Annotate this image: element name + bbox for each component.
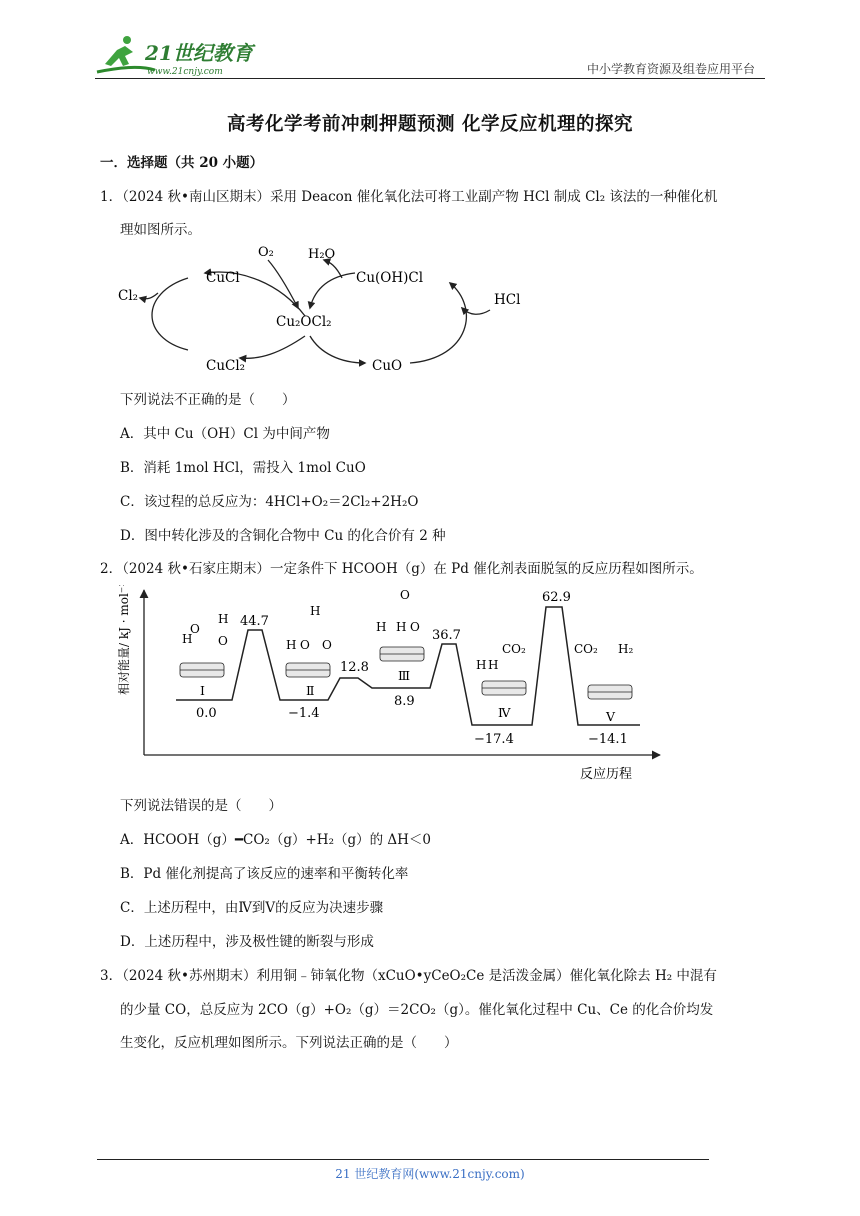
state-label-2: Ⅱ [306, 683, 315, 698]
species-co2-1: CO₂ [502, 642, 526, 656]
q1-option-b: B．消耗 1mol HCl，需投入 1mol CuO [120, 460, 366, 476]
species-h-5: H [376, 620, 387, 634]
species-h-8: H [488, 658, 499, 672]
species-h-3: H [310, 604, 321, 618]
q2-option-b: B．Pd 催化剂提高了该反应的速率和平衡转化率 [120, 866, 409, 882]
energy-value-ts-2: 12.8 [340, 660, 369, 675]
site-logo [95, 34, 265, 78]
energy-value-ts-1: 44.7 [240, 614, 269, 629]
species-o-5: O [400, 588, 410, 602]
q3-text-line1: 3．（2024 秋•苏州期末）利用铜﹣铈氧化物（xCuO•yCeO₂Ce 是活泼金属）催化氧化除去 H₂ 中混有 [100, 968, 717, 984]
energy-value-state-1: 0.0 [196, 706, 217, 721]
species-o-4: O [322, 638, 332, 652]
species-h2: H₂ [618, 642, 634, 656]
species-o-3: O [300, 638, 310, 652]
footer-divider [97, 1159, 709, 1160]
h2o-label: H₂O [308, 247, 336, 262]
cuohcl-label: Cu(OH)Cl [356, 270, 424, 286]
q1-mechanism-diagram [110, 238, 530, 387]
state-label-5: Ⅴ [606, 709, 616, 724]
species-h-4: H [286, 638, 297, 652]
species-o-1: O [190, 622, 200, 636]
header-divider [95, 78, 765, 79]
q2-option-c: C．上述历程中，由Ⅳ到Ⅴ的反应为决速步骤 [120, 900, 384, 916]
logo-url: www.21cnjy.com [147, 67, 223, 77]
q1-text-line1: 1．（2024 秋•南山区期末）采用 Deacon 催化氧化法可将工业副产物 HCl 制成 Cl₂ 该法的一种催化机 [100, 189, 718, 205]
q2-option-a: A．HCOOH（g）━CO₂（g）+H₂（g）的 ΔH＜0 [120, 832, 432, 848]
energy-value-ts-3: 36.7 [432, 628, 461, 643]
footer-link[interactable]: 21 世纪教育网(www.21cnjy.com) [335, 1167, 525, 1181]
cl2-label: Cl₂ [118, 288, 139, 304]
cuo-label: CuO [372, 358, 403, 374]
q2-stem: 下列说法错误的是（ ） [120, 798, 282, 814]
catalyst-surface-2 [286, 663, 330, 677]
catalyst-surface-1 [180, 663, 224, 677]
q1-text-line2: 理如图所示。 [120, 222, 201, 238]
hcl-label: HCl [494, 292, 521, 308]
energy-value-state-5: −14.1 [588, 732, 628, 747]
catalyst-surface-5 [588, 685, 632, 699]
cu2ocl2-label: Cu₂OCl₂ [276, 314, 332, 330]
q1-option-a: A．其中 Cu（OH）Cl 为中间产物 [120, 426, 330, 442]
page-title: 高考化学考前冲刺押题预测 化学反应机理的探究 [227, 114, 633, 135]
platform-label: 中小学教育资源及组卷应用平台 [586, 62, 755, 76]
section-heading: 一．选择题（共 20 小题） [100, 155, 264, 171]
energy-value-state-3: 8.9 [394, 694, 415, 709]
o2-label: O₂ [258, 245, 274, 260]
q1-stem: 下列说法不正确的是（ ） [120, 392, 296, 408]
state-label-3: Ⅲ [398, 668, 411, 683]
catalyst-surface-4 [482, 681, 526, 695]
species-h-1: H [182, 632, 193, 646]
q2-energy-profile-chart [110, 585, 670, 789]
state-label-1: Ⅰ [200, 683, 205, 698]
state-label-4: Ⅳ [498, 705, 511, 720]
energy-value-state-4: −17.4 [474, 732, 514, 747]
q1-option-c: C．该过程的总反应为：4HCl+O₂＝2Cl₂+2H₂O [120, 494, 419, 510]
species-o-2: O [218, 634, 228, 648]
logo-text: 21世纪教育 [145, 41, 253, 65]
q2-option-d: D．上述历程中，涉及极性键的断裂与形成 [120, 934, 374, 950]
energy-value-ts-4: 62.9 [542, 590, 571, 605]
species-co2-2: CO₂ [574, 642, 598, 656]
x-axis-label: 反应历程 [580, 767, 633, 782]
species-h-6: H [396, 620, 407, 634]
catalyst-surface-3 [380, 647, 424, 661]
y-axis-label: 相对能量/ kJ · mol⁻¹ [117, 585, 131, 695]
species-h-7: H [476, 658, 487, 672]
cucl-label: CuCl [206, 270, 240, 286]
energy-value-state-2: −1.4 [288, 706, 320, 721]
cucl2-label: CuCl₂ [206, 358, 246, 374]
q2-text-line1: 2．（2024 秋•石家庄期末）一定条件下 HCOOH（g）在 Pd 催化剂表面脱氢的反应历程如图所示。 [100, 561, 703, 577]
species-o-6: O [410, 620, 420, 634]
species-h-2: H [218, 612, 229, 626]
q3-text-line2: 的少量 CO，总反应为 2CO（g）+O₂（g）＝2CO₂（g）。催化氧化过程中 Cu、Ce 的化合价均发 [120, 1002, 714, 1018]
q1-option-d: D．图中转化涉及的含铜化合物中 Cu 的化合价有 2 种 [120, 528, 446, 544]
q3-text-line3: 生变化，反应机理如图所示。下列说法正确的是（ ） [120, 1035, 458, 1051]
